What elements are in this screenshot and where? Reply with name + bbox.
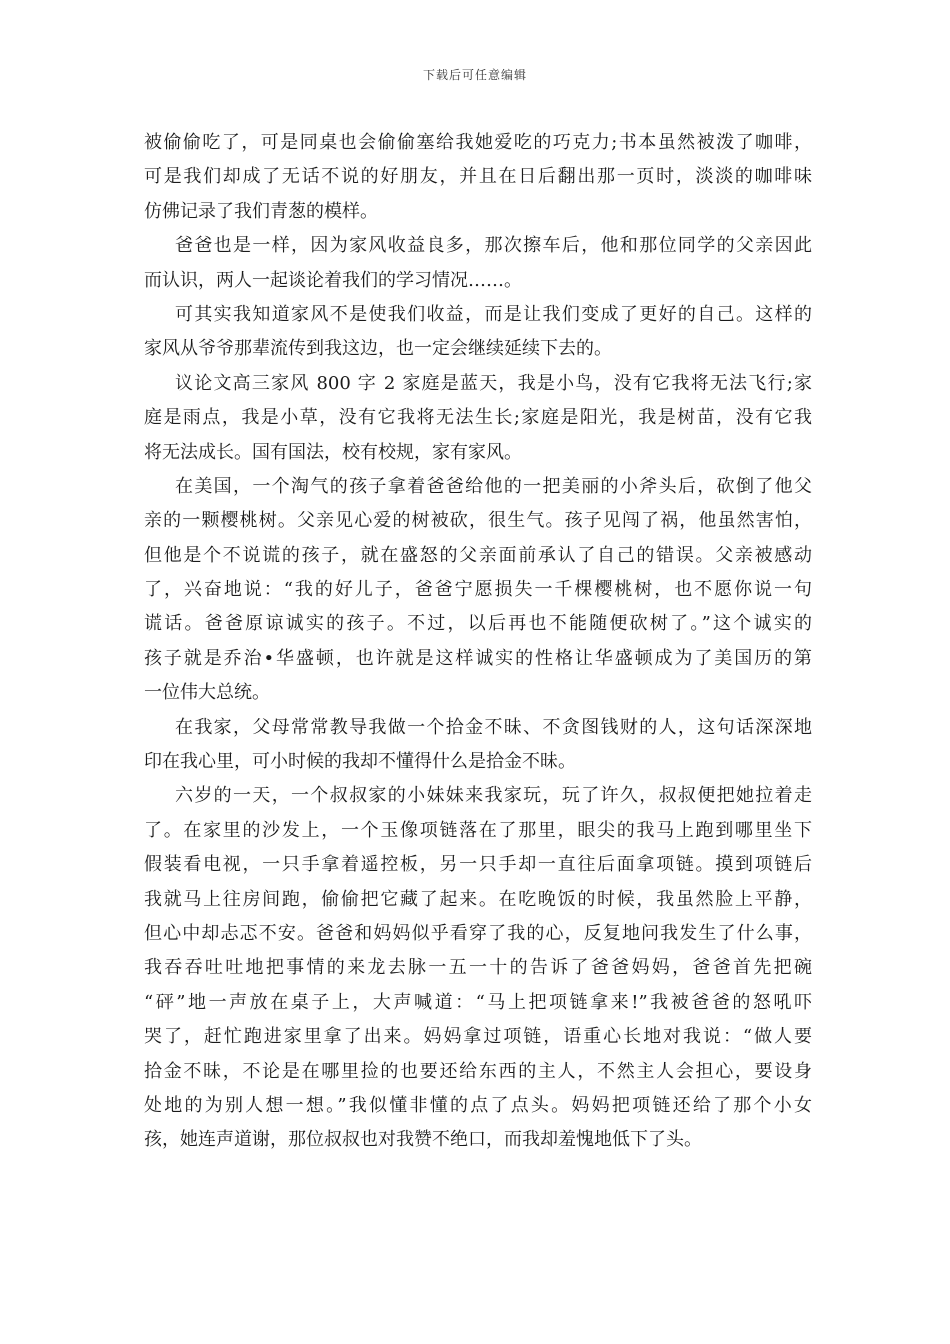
text-line: 一位伟大总统。	[144, 682, 270, 704]
text-line: 而认识，两人一起谈论着我们的学习情况……。	[144, 269, 522, 291]
text-line: 将无法成长。国有国法，校有校规，家有家风。	[144, 441, 522, 463]
text-line: 但他是个不说谎的孩子，就在盛怒的父亲面前承认了自己的错误。父亲被感动	[144, 544, 812, 566]
text-line: 印在我心里，可小时候的我却不懂得什么是拾金不昧。	[144, 751, 576, 773]
text-line: 处地的为别人想一想。”我似懂非懂的点了点头。妈妈把项链还给了那个小女	[144, 1094, 812, 1116]
text-line: 仿佛记录了我们青葱的模样。	[144, 200, 378, 222]
body-text	[144, 126, 812, 1158]
text-line: 我就马上往房间跑，偷偷把它藏了起来。在吃晚饭的时候，我虽然脸上平静，	[144, 888, 812, 910]
text-line: 了，兴奋地说：“我的好儿子，爸爸宁愿损失一千棵樱桃树，也不愿你说一句	[144, 579, 812, 601]
text-line: “砰”地一声放在桌子上，大声喊道：“马上把项链拿来!”我被爸爸的怒吼吓	[144, 991, 812, 1013]
text-line: 我吞吞吐吐地把事情的来龙去脉一五一十的告诉了爸爸妈妈，爸爸首先把碗	[144, 957, 812, 979]
page-header: 下载后可任意编辑	[422, 68, 527, 82]
text-line: 家风从爷爷那辈流传到我这边，也一定会继续延续下去的。	[144, 338, 612, 360]
text-line: 可是我们却成了无话不说的好朋友，并且在日后翻出那一页时，淡淡的咖啡味	[144, 166, 812, 188]
text-line: 在我家，父母常常教导我做一个拾金不昧、不贪图钱财的人，这句话深深地	[175, 716, 812, 738]
text-line: 了。在家里的沙发上，一个玉像项链落在了那里，眼尖的我马上跑到哪里坐下	[144, 819, 812, 841]
text-line: 六岁的一天，一个叔叔家的小妹妹来我家玩，玩了许久，叔叔便把她拉着走	[175, 785, 812, 807]
text-line: 拾金不昧，不论是在哪里捡的也要还给东西的主人，不然主人会担心，要设身	[144, 1060, 812, 1082]
text-line: 议论文高三家风 800 字 2 家庭是蓝天，我是小鸟，没有它我将无法飞行;家	[175, 372, 812, 394]
text-line: 在美国，一个淘气的孩子拿着爸爸给他的一把美丽的小斧头后，砍倒了他父	[175, 475, 812, 497]
text-line: 可其实我知道家风不是使我们收益，而是让我们变成了更好的自己。这样的	[175, 303, 812, 325]
text-line: 亲的一颗樱桃树。父亲见心爱的树被砍，很生气。孩子见闯了祸，他虽然害怕，	[144, 510, 812, 532]
text-line: 假装看电视，一只手拿着遥控板，另一只手却一直往后面拿项链。摸到项链后	[144, 854, 812, 876]
text-line: 被偷偷吃了，可是同桌也会偷偷塞给我她爱吃的巧克力;书本虽然被泼了咖啡，	[144, 132, 812, 153]
text-line: 爸爸也是一样，因为家风收益良多，那次擦车后，他和那位同学的父亲因此	[175, 235, 812, 257]
text-line: 庭是雨点，我是小草，没有它我将无法生长;家庭是阳光，我是树苗，没有它我	[144, 407, 812, 429]
text-line: 孩子就是乔治•华盛顿，也许就是这样诚实的性格让华盛顿成为了美国历的第	[144, 647, 812, 669]
text-line: 但心中却忐忑不安。爸爸和妈妈似乎看穿了我的心，反复地问我发生了什么事，	[144, 922, 812, 944]
text-line: 孩，她连声道谢，那位叔叔也对我赞不绝口，而我却羞愧地低下了头。	[144, 1129, 702, 1151]
text-line: 哭了，赶忙跑进家里拿了出来。妈妈拿过项链，语重心长地对我说：“做人要	[144, 1026, 812, 1048]
text-line: 谎话。爸爸原谅诚实的孩子。不过，以后再也不能随便砍树了。”这个诚实的	[144, 613, 812, 635]
